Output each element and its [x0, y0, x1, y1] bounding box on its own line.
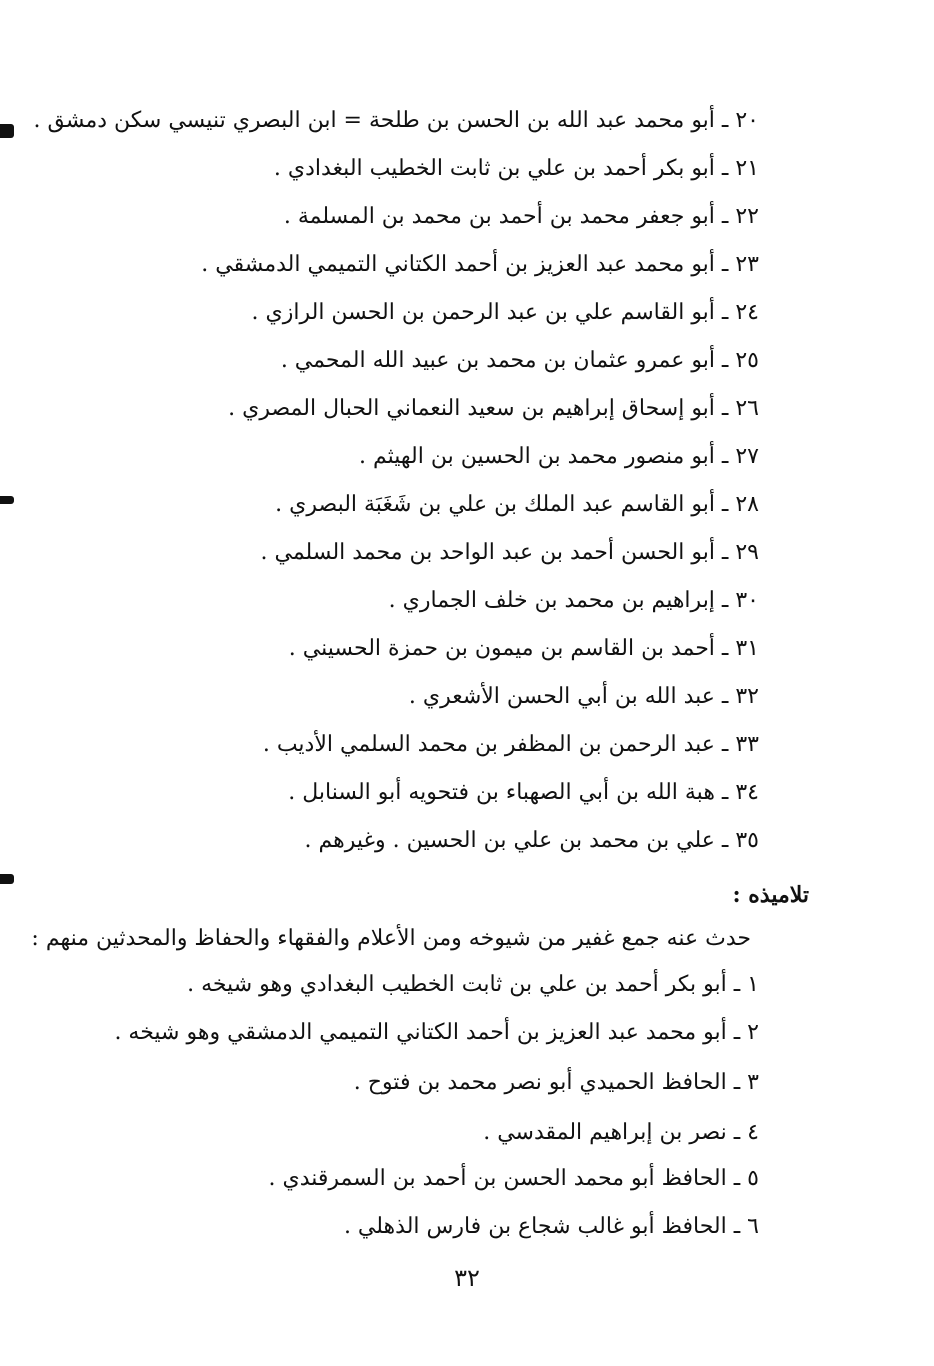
student-line-4: ٤ ـ نصر بن إبراهيم المقدسي . — [483, 1120, 759, 1145]
teacher-line-27: ٢٧ ـ أبو منصور محمد بن الحسين بن الهيثم . — [358, 444, 759, 469]
binding-mark — [0, 124, 14, 138]
teacher-line-22: ٢٢ ـ أبو جعفر محمد بن أحمد بن محمد بن المسلمة . — [283, 204, 759, 229]
student-line-6: ٦ ـ الحافظ أبو غالب شجاع بن فارس الذهلي . — [343, 1214, 759, 1239]
teacher-line-21: ٢١ ـ أبو بكر أحمد بن علي بن ثابت الخطيب البغدادي . — [273, 156, 759, 181]
student-line-1: ١ ـ أبو بكر أحمد بن علي بن ثابت الخطيب البغدادي وهو شيخه . — [187, 972, 759, 997]
students-intro: حدث عنه جمع غفير من شيوخه ومن الأعلام والفقهاء والحفاظ والمحدثين منهم : — [31, 926, 751, 951]
teacher-line-23: ٢٣ ـ أبو محمد عبد العزيز بن أحمد الكتاني التميمي الدمشقي . — [201, 252, 759, 277]
teacher-line-33: ٣٣ ـ عبد الرحمن بن المظفر بن محمد السلمي الأديب . — [262, 732, 759, 757]
binding-mark — [0, 496, 14, 504]
teacher-line-20: ٢٠ ـ أبو محمد عبد الله بن الحسن بن طلحة = ابن البصري تنيسي سكن دمشق . — [33, 108, 759, 133]
teacher-line-29: ٢٩ ـ أبو الحسن أحمد بن عبد الواحد بن محمد السلمي . — [260, 540, 759, 565]
teacher-line-30: ٣٠ ـ إبراهيم بن محمد بن خلف الجماري . — [388, 588, 759, 613]
student-line-2: ٢ ـ أبو محمد عبد العزيز بن أحمد الكتاني التميمي الدمشقي وهو شيخه . — [114, 1020, 759, 1045]
teacher-line-25: ٢٥ ـ أبو عمرو عثمان بن محمد بن عبيد الله المحمي . — [280, 348, 759, 373]
student-line-3: ٣ ـ الحافظ الحميدي أبو نصر محمد بن فتوح . — [353, 1070, 759, 1095]
teacher-line-34: ٣٤ ـ هبة الله بن أبي الصهباء بن فتحويه أبو السنابل . — [288, 780, 759, 805]
binding-mark — [0, 874, 14, 884]
teacher-line-35: ٣٥ ـ علي بن محمد بن علي بن الحسين . وغيرهم . — [304, 828, 759, 853]
page-number: ٣٢ — [454, 1264, 480, 1292]
student-line-5: ٥ ـ الحافظ أبو محمد الحسن بن أحمد بن السمرقندي . — [268, 1166, 759, 1191]
teacher-line-26: ٢٦ ـ أبو إسحاق إبراهيم بن سعيد النعماني الحبال المصري . — [228, 396, 759, 421]
teacher-line-32: ٣٢ ـ عبد الله بن أبي الحسن الأشعري . — [408, 684, 759, 709]
teacher-line-28: ٢٨ ـ أبو القاسم عبد الملك بن علي بن شَغَبَة البصري . — [275, 492, 759, 517]
students-heading: تلاميذه : — [732, 882, 809, 908]
teacher-line-24: ٢٤ ـ أبو القاسم علي بن عبد الرحمن بن الحسن الرازي . — [251, 300, 759, 325]
teacher-line-31: ٣١ ـ أحمد بن القاسم بن ميمون بن حمزة الحسيني . — [288, 636, 759, 661]
